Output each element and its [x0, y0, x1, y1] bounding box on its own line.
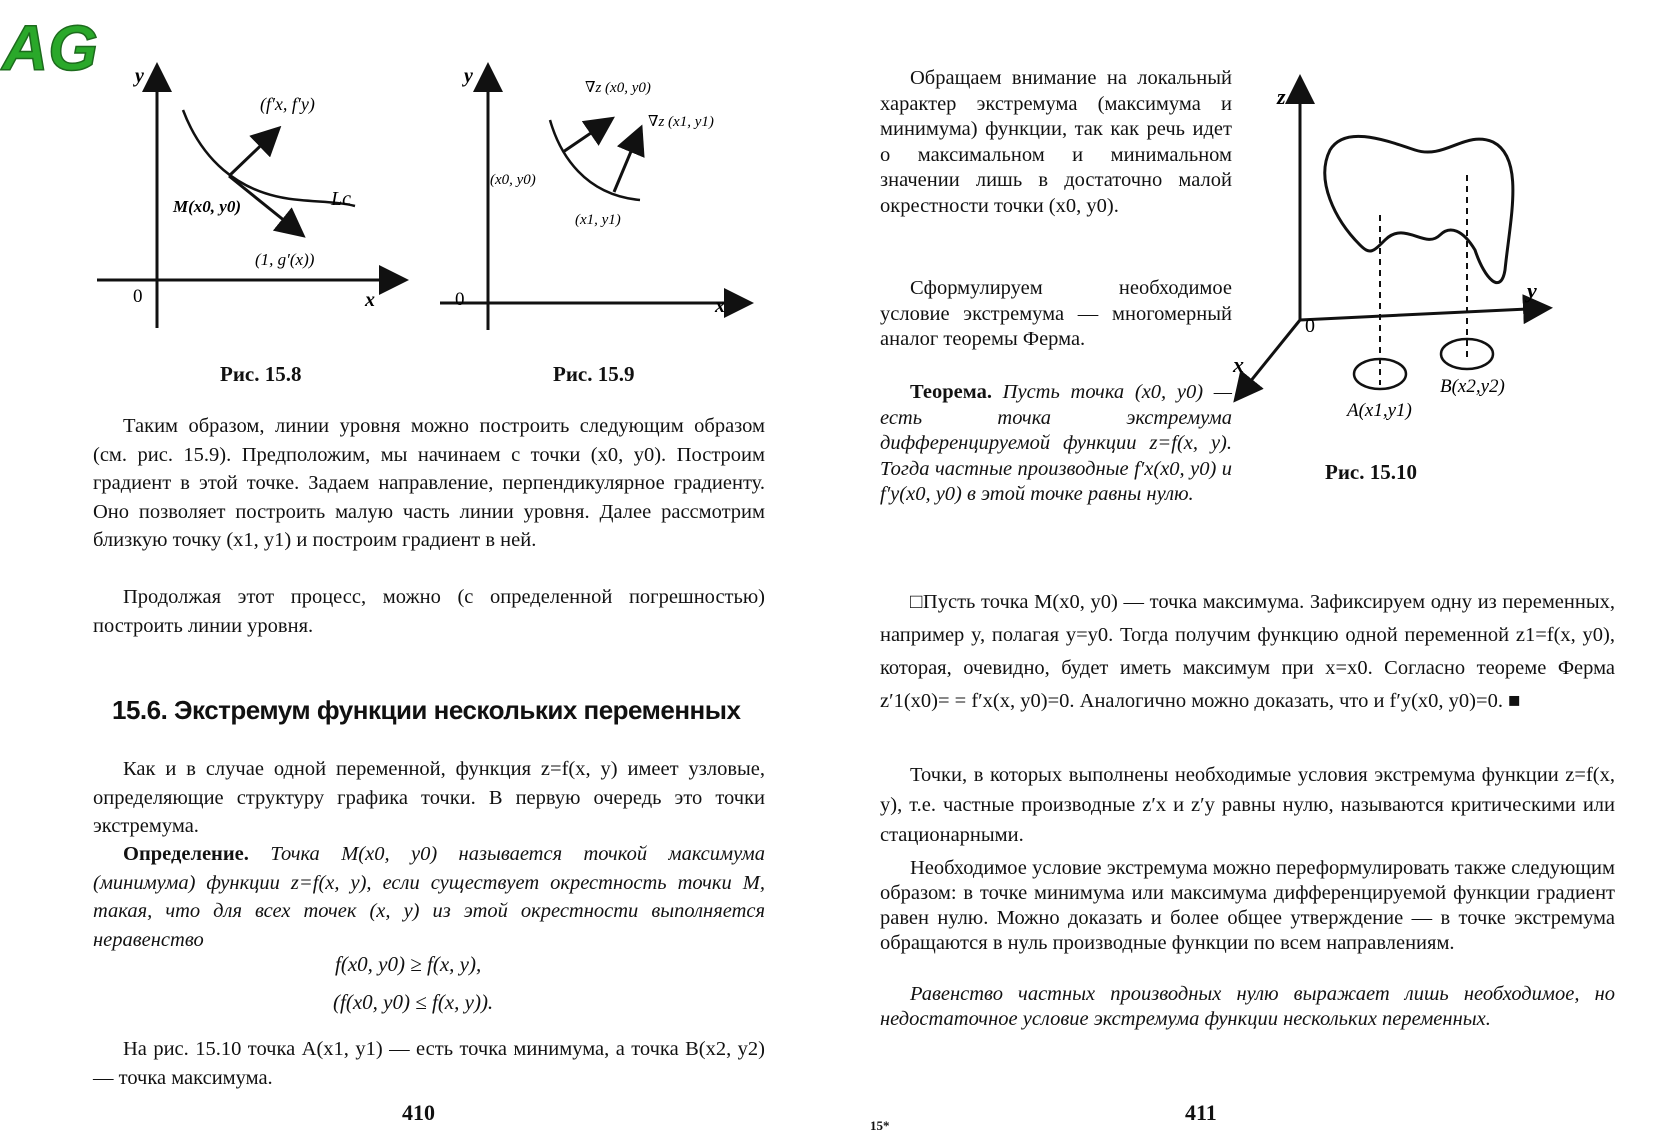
z-label: z — [1277, 84, 1286, 109]
grad1-label: ∇z (x1, y1) — [648, 114, 714, 130]
x-label: x — [1233, 352, 1244, 377]
page-number-right: 411 — [1185, 1100, 1217, 1125]
gradient-label: (f′x, f′y) — [260, 94, 315, 114]
right-page — [840, 0, 1662, 1141]
theorem-label: Теорема. — [910, 381, 992, 403]
point-label: M(x0, y0) — [173, 197, 241, 216]
grad0-label: ∇z (x0, y0) — [585, 80, 651, 96]
surface-outline — [1325, 136, 1513, 282]
caption-15-8: Рис. 15.8 — [220, 362, 302, 386]
point-b-label: B(x2,y2) — [1440, 376, 1505, 397]
x-axis — [1237, 320, 1300, 398]
tangent-label: (1, g′(x)) — [255, 250, 315, 269]
figure-15-8 — [95, 60, 415, 340]
paragraph-critical: Точки, в которых выполнены необходимые условия экстремума функции z=f(x, y), т.е. частные производные z′x и z′y равны нулю, называются критическими или стационарными. — [880, 764, 1615, 846]
paragraph-continue: Продолжая этот процесс, можно (с определенной погрешностью) построить линии уровня. — [93, 586, 765, 637]
definition — [93, 840, 765, 954]
curve-label: Lc — [331, 188, 351, 210]
point-a-label: A(x1,y1) — [1347, 400, 1412, 421]
paragraph-gradient: Необходимое условие экстремума можно переформулировать также следующим образом: в точке минимума или максимума дифференцируемой функции градиент равен нулю. Можно доказать и более общее утверждение — в точке экстремума обращаются в нуль производные функции по всем направлениям. — [880, 857, 1615, 954]
proof: □Пусть точка M(x0, y0) — точка максимума. Зафиксируем одну из переменных, например y, полагая y=y0. Тогда получим функцию одной переменной z1=f(x, y0), которая, очевидно, будет иметь максимум при x=x0. Согласно теореме Ферма z′1(x0)= = f′x(x, y0)=0. Аналогично можно доказать, что и f′y(x0, y0)=0. ■ — [880, 591, 1615, 712]
paragraph-level-lines: Таким образом, линии уровня можно построить следующим образом (см. рис. 15.9). Предположим, мы начинаем с точки (x0, y0). Построим градиент в этой точке. Задаем направление, перпендикулярное градиенту. Оно позволяет построить малую часть линии уровня. Далее рассмотрим близкую точку (x1, y1) и построим градиент в ней. — [93, 415, 765, 551]
left-page — [0, 0, 800, 1141]
x-label: x — [715, 295, 725, 317]
definition-text: Точка M(x0, y0) называется точкой максимума (минимума) функции z=f(x, y), если существует окрестность точки M, такая, что для всех точек (x, y) из этой окрестности выполняется неравенство — [93, 843, 766, 951]
paragraph-local: Обращаем внимание на локальный характер экстремума (максимума и минимума) функции, так как речь идет о максимальном и минимальном значении лишь в достаточно малой окрестности точки (x0, y0). — [880, 67, 1232, 217]
footnote-mark: 15* — [870, 1118, 890, 1133]
paragraph-intro: Как и в случае одной переменной, функция z=f(x, y) имеет узловые, определяющие структуру графика точки. В первую очередь это точки экстремума. — [93, 758, 765, 837]
y-label: y — [135, 65, 144, 87]
origin-label: 0 — [1305, 315, 1315, 337]
caption-15-9: Рис. 15.9 — [553, 362, 635, 386]
formula-min: (f(x0, y0) ≤ f(x, y)). — [333, 990, 494, 1014]
figure-15-10 — [1235, 70, 1635, 460]
gradient-arrow-0 — [563, 120, 610, 152]
paragraph-necessary: Сформулируем необходимое условие экстремума — многомерный аналог теоремы Ферма. — [880, 277, 1232, 350]
formula-max: f(x0, y0) ≥ f(x, y), — [335, 952, 482, 976]
definition-label: Определение. — [123, 843, 249, 865]
page-number-left: 410 — [402, 1100, 435, 1125]
p1-label: (x1, y1) — [575, 212, 621, 228]
theorem — [880, 380, 1232, 508]
origin-label: 0 — [455, 289, 465, 310]
paragraph-fig-15-10: На рис. 15.10 точка A(x1, y1) — есть точка минимума, а точка B(x2, y2) — точка максимума. — [93, 1038, 765, 1089]
y-axis — [1300, 308, 1547, 320]
section-heading: 15.6. Экстремум функции нескольких переменных — [112, 695, 741, 725]
origin-label: 0 — [133, 286, 143, 307]
gradient-arrow — [229, 130, 277, 176]
paragraph-sufficiency: Равенство частных производных нулю выражает лишь необходимое, но недостаточное условие экстремума функции нескольких переменных. — [880, 983, 1615, 1030]
theorem-text: Пусть точка (x0, y0) — есть точка экстремума дифференцируемой функции z=f(x, y). Тогда частные производные f′x(x0, y0) и f′y(x0, y0) в этой точке равны нулю. — [880, 381, 1232, 505]
figure-15-9 — [430, 60, 760, 340]
y-label: y — [1527, 278, 1537, 303]
y-label: y — [464, 65, 473, 87]
caption-15-10: Рис. 15.10 — [1325, 460, 1417, 484]
logo-text: AG — [2, 12, 98, 84]
gradient-arrow-1 — [614, 130, 640, 192]
p0-label: (x0, y0) — [490, 172, 536, 188]
x-label: x — [365, 289, 375, 311]
level-curve — [183, 110, 355, 206]
